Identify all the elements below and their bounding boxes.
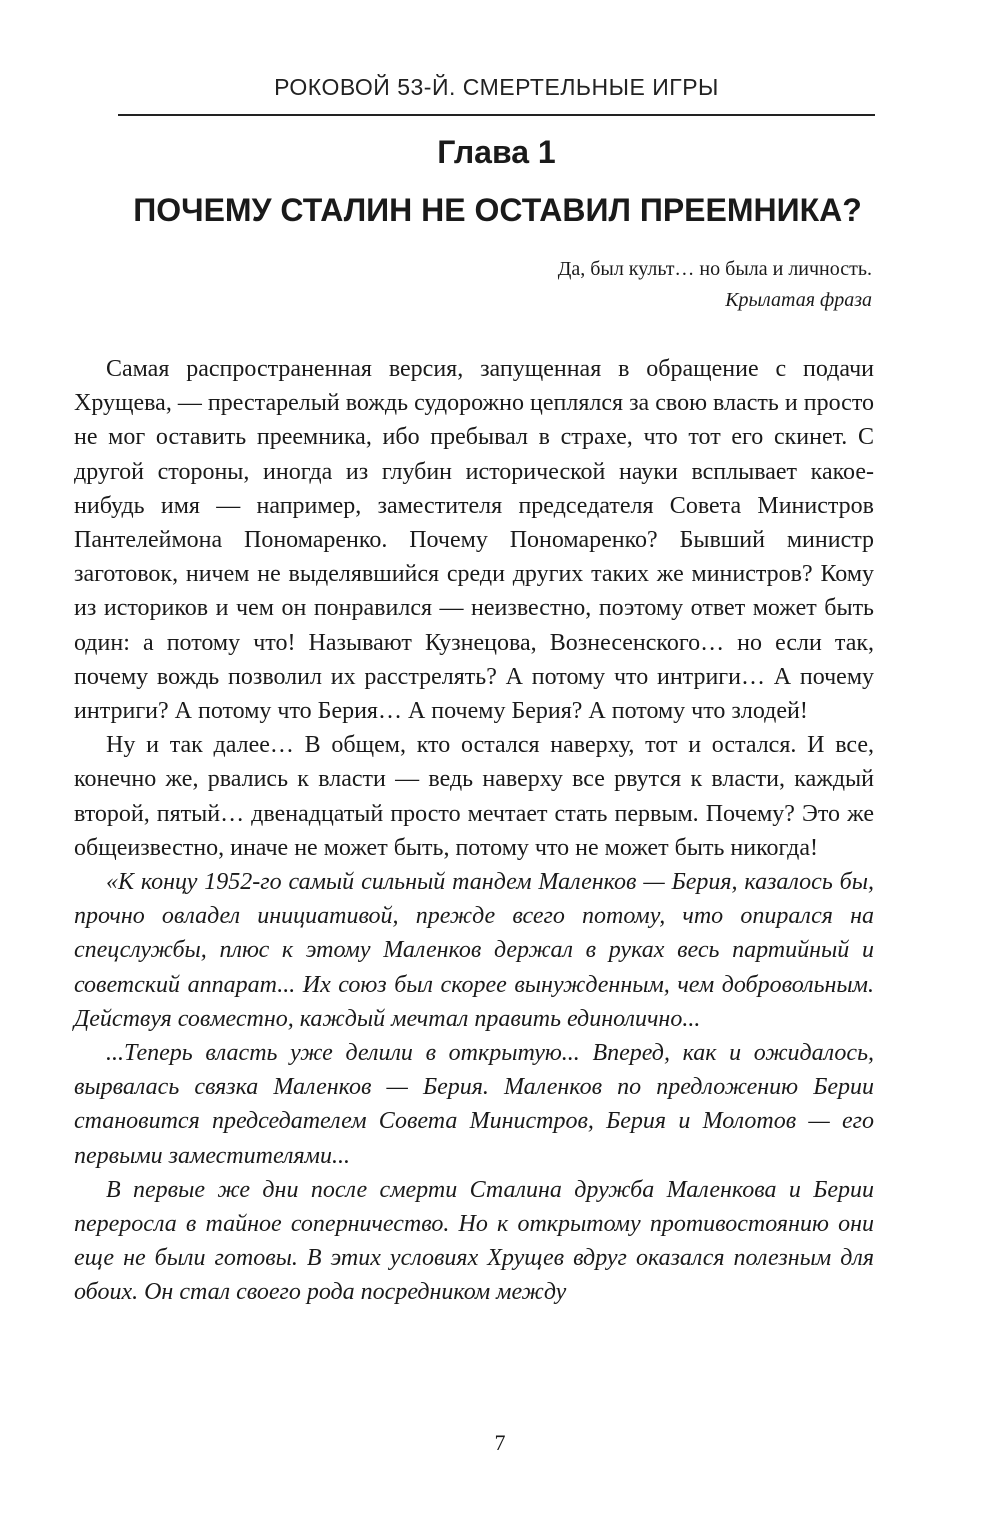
paragraph-2: Ну и так далее… В общем, кто остался наверху, тот и остался. И все, конечно же, рвались к власти — ведь наверху все рвутся к власти, каждый второй, пятый… двенадцатый просто мечтает стать первым. Почему? Это же общеизвестно, иначе не может быть, потому что не может быть никогда! xyxy=(74,732,874,861)
chapter-number: Глава 1 xyxy=(437,134,556,170)
chapter-title: ПОЧЕМУ СТАЛИН НЕ ОСТАВИЛ ПРЕЕМНИКА? xyxy=(133,192,862,228)
paragraph-1: Самая распространенная версия, запущенная в обращение с подачи Хрущева, — престарелый вождь судорожно цеплялся за свою власть и просто не мог оставить преемника, ибо пребывал в страхе, что тот его скинет. С другой стороны, иногда из глубин исторической науки всплывает какое-нибудь имя — например, заместителя председателя Совета Министров Пантелеймона Пономаренко. Почему Пономаренко? Бывший министр заготовок, ничем не выделявшийся среди других таких же министров? Кому из историков и чем он понравился — неизвестно, поэтому ответ может быть один: а потому что! Называют Кузнецова, Вознесенского… но если так, почему вождь позволил их расстрелять? А потому что интриги… А почему интриги? А потому что Берия… А почему Берия? А потому что злодей! xyxy=(74,356,874,725)
epigraph-quote: Да, был культ… но была и личность. xyxy=(557,258,872,280)
quote-paragraph-1: «К концу 1952-го самый сильный тандем Маленков — Берия, казалось бы, прочно овладел инициативой, прежде всего потому, что опирался на спецслужбы, плюс к этому Маленков держал в руках весь партийный и советский аппарат... Их союз был скорее вынужденным, чем добровольным. Действуя совместно, каждый мечтал править единолично... xyxy=(74,869,874,1032)
page-number: 7 xyxy=(494,1430,506,1455)
epigraph-source: Крылатая фраза xyxy=(725,289,872,311)
quote-paragraph-3: В первые же дни после смерти Сталина дружба Маленкова и Берии переросла в тайное соперничество. Но к открытому противостоянию они еще не были готовы. В этих условиях Хрущев вдруг оказался полезным для обоих. Он стал своего рода посредником между xyxy=(74,1176,874,1306)
running-head: РОКОВОЙ 53-Й. СМЕРТЕЛЬНЫЕ ИГРЫ xyxy=(274,74,719,100)
epigraph xyxy=(558,254,872,316)
quote-paragraph-2: ...Теперь власть уже делили в открытую... Вперед, как и ожидалось, вырвалась связка Маленков — Берия. Маленков по предложению Берии становится председателем Совета Министров, Берия и Молотов — его первыми заместителями... xyxy=(74,1040,874,1169)
body-text xyxy=(74,352,874,1310)
header-rule xyxy=(118,114,875,116)
